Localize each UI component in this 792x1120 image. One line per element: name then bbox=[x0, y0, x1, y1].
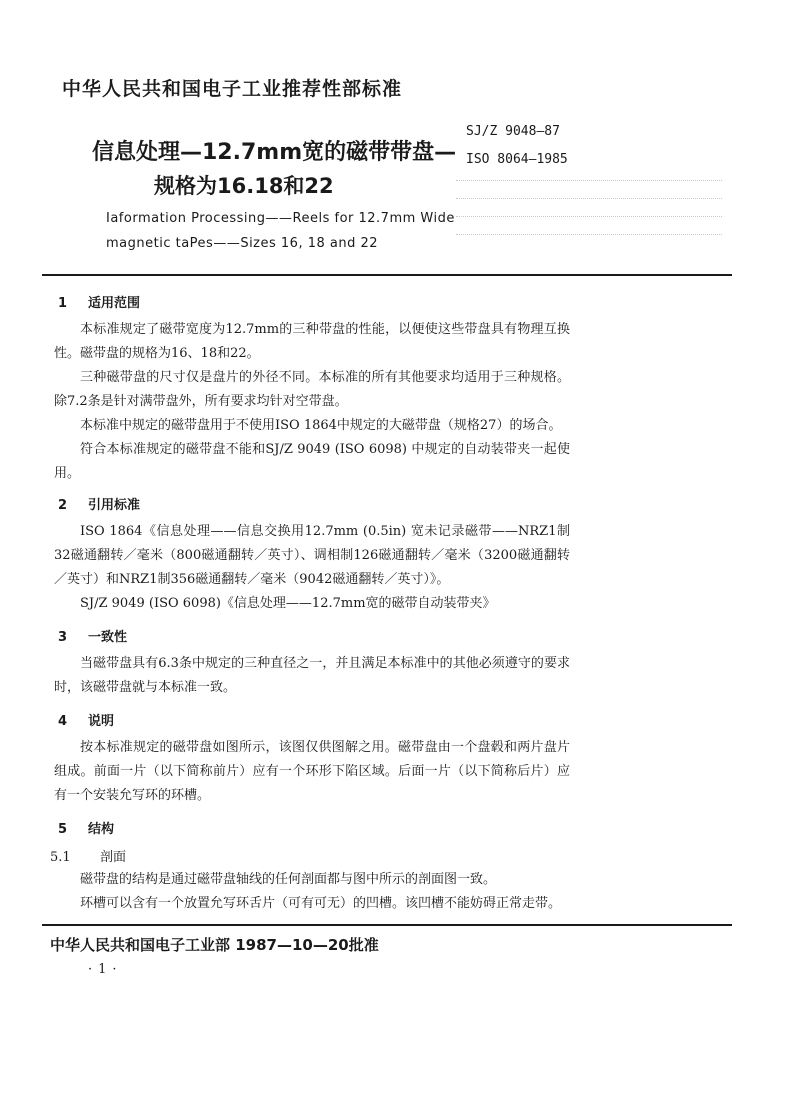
divider bbox=[456, 180, 722, 181]
section-title: 结构 bbox=[88, 822, 115, 837]
sj-code: SJ/Z 9048—87 bbox=[466, 124, 560, 139]
paragraph: 本标准规定了磁带宽度为12.7mm的三种带盘的性能，以便使这些带盘具有物理互换性。磁带盘的规格为16、18和22。 bbox=[54, 322, 570, 361]
paragraph: SJ/Z 9049 (ISO 6098)《信息处理——12.7mm宽的磁带自动装带夹》 bbox=[80, 596, 496, 611]
paragraph: 磁带盘的结构是通过磁带盘轴线的任何剖面都与图中所示的剖面图一致。 bbox=[80, 872, 497, 887]
title-zh-line2: 规格为16.18和22 bbox=[154, 174, 334, 198]
section-heading-2 bbox=[58, 494, 140, 513]
title-zh-line1: 信息处理—12.7mm宽的磁带带盘— bbox=[92, 140, 457, 165]
paragraph: 本标准中规定的磁带盘用于不使用ISO 1864中规定的大磁带盘（规格27）的场合。 bbox=[80, 418, 562, 433]
section-body-3 bbox=[54, 652, 570, 700]
section-number: 4 bbox=[58, 714, 68, 729]
paragraph: ISO 1864《信息处理——信息交换用12.7mm (0.5in) 宽未记录磁带——NRZ1制32磁通翻转／毫米（800磁通翻转／英寸）、调相制126磁通翻转／毫米（3200磁通翻转／英寸）和NRZ1制356磁通翻转／毫米（9042磁通翻转／英寸）》。 bbox=[54, 524, 570, 587]
section-body-1 bbox=[54, 318, 570, 486]
section-body-4 bbox=[54, 736, 570, 808]
section-title: 一致性 bbox=[88, 630, 128, 645]
title-en-line1: Iaformation Processing——Reels for 12.7mm Wide bbox=[106, 211, 455, 226]
section-heading-4 bbox=[58, 710, 114, 729]
paragraph: 按本标准规定的磁带盘如图所示，该图仅供图解之用。磁带盘由一个盘毂和两片盘片组成。前面一片（以下简称前片）应有一个环形下陷区域。后面一片（以下简称后片）应有一个安装允写环的环槽。 bbox=[54, 740, 570, 803]
top-rule bbox=[42, 274, 732, 276]
page-number: ·1· bbox=[88, 962, 123, 977]
paragraph: 符合本标准规定的磁带盘不能和SJ/Z 9049 (ISO 6098) 中规定的自动装带夹一起使用。 bbox=[54, 442, 570, 481]
divider bbox=[456, 234, 722, 235]
section-title: 说明 bbox=[88, 714, 115, 729]
title-en-line2: magnetic taPes——Sizes 16, 18 and 22 bbox=[106, 236, 379, 251]
section-body-2 bbox=[54, 520, 570, 616]
paragraph: 环槽可以含有一个放置允写环舌片（可有可无）的凹槽。该凹槽不能妨碍正常走带。 bbox=[80, 896, 562, 911]
iso-code: ISO 8064—1985 bbox=[466, 152, 568, 167]
section-title: 引用标准 bbox=[88, 498, 141, 513]
section-number: 5 bbox=[58, 822, 68, 837]
standard-codes bbox=[466, 118, 568, 174]
subsection-body-5-1 bbox=[54, 868, 570, 916]
paragraph: 三种磁带盘的尺寸仅是盘片的外径不同。本标准的所有其他要求均适用于三种规格。除7.2条是针对满带盘外，所有要求均针对空带盘。 bbox=[54, 370, 570, 409]
section-heading-5 bbox=[58, 818, 114, 837]
paragraph: 当磁带盘具有6.3条中规定的三种直径之一，并且满足本标准中的其他必须遵守的要求时，该磁带盘就与本标准一致。 bbox=[54, 656, 570, 695]
subsection-title: 剖面 bbox=[100, 850, 127, 865]
section-title: 适用范围 bbox=[88, 296, 141, 311]
section-heading-1 bbox=[58, 292, 140, 311]
subsection-number: 5.1 bbox=[50, 850, 71, 865]
section-number: 3 bbox=[58, 630, 68, 645]
subsection-heading-5-1 bbox=[50, 846, 126, 865]
section-number: 1 bbox=[58, 296, 68, 311]
divider bbox=[456, 198, 722, 199]
section-heading-3 bbox=[58, 626, 127, 645]
standard-name: 中华人民共和国电子工业推荐性部标准 bbox=[62, 78, 403, 100]
bottom-rule bbox=[42, 924, 732, 926]
section-number: 2 bbox=[58, 498, 68, 513]
approval-line: 中华人民共和国电子工业部 1987—10—20批准 bbox=[50, 936, 379, 954]
divider bbox=[456, 216, 722, 217]
